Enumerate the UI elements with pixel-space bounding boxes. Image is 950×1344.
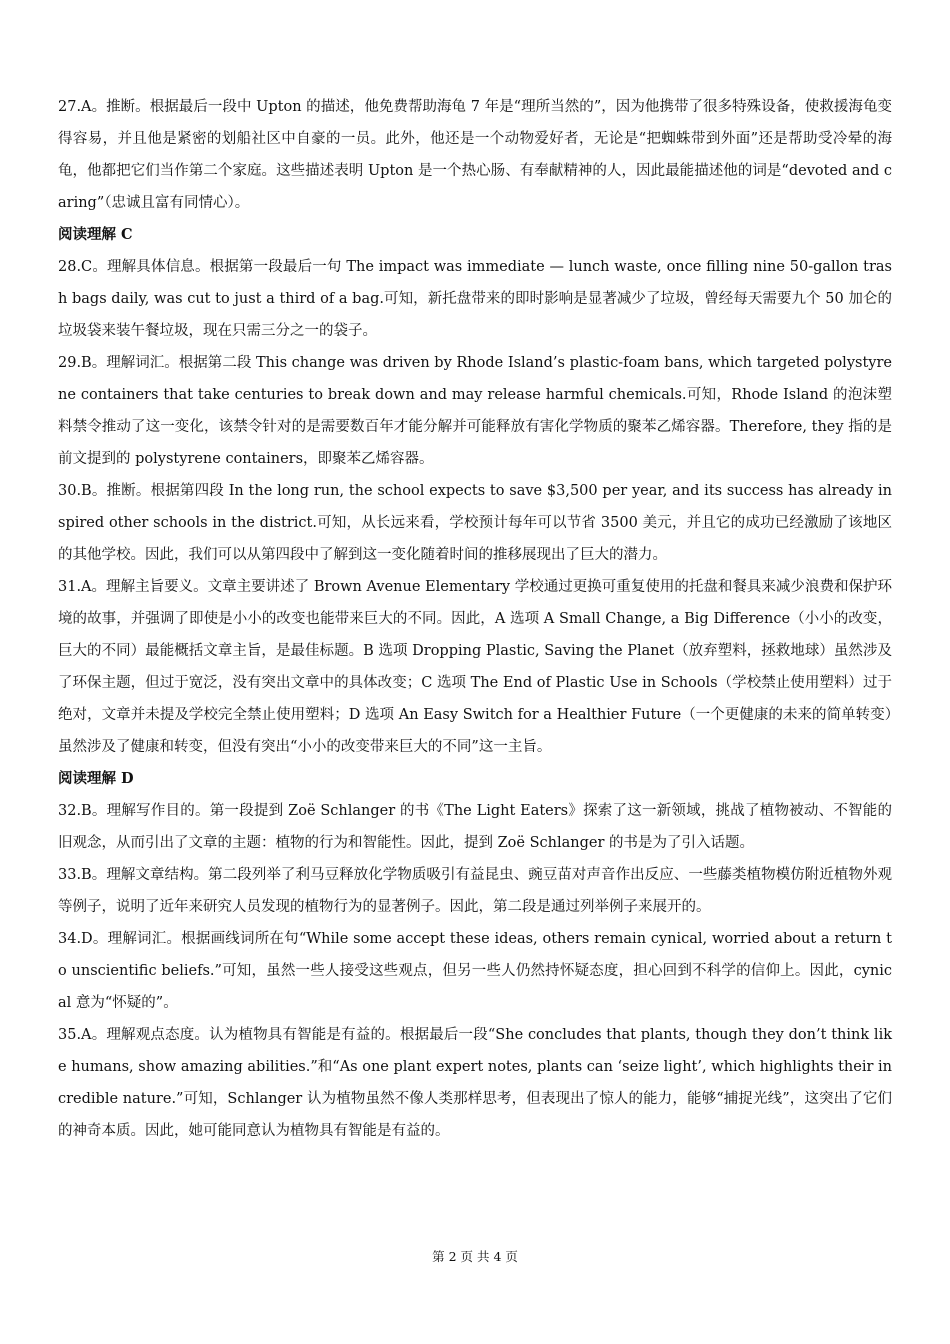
answer-30: 30.B。推断。根据第四段 In the long run, the school expects to save $3,500 per year, and its success has already inspired other schools in the district.可知，从长远来看，学校预计每年可以节省 3500 美元，并且它的成功已经激励了该地区的其他学校。因此，我们可以从第四段中了解到这一变化随着时间的推移展现出了巨大的潜力。: [58, 483, 892, 563]
answer-28: 28.C。理解具体信息。根据第一段最后一句 The impact was immediate — lunch waste, once filling nine 50-gallon trash bags daily, was cut to just a third of a bag.可知，新托盘带来的即时影响是显著减少了垃圾，曾经每天需要九个 50 加仑的垃圾袋来装午餐垃圾，现在只需三分之一的袋子。: [58, 259, 892, 339]
section-heading-c: 阅读理解 C: [58, 226, 133, 243]
answer-34: 34.D。理解词汇。根据画线词所在句“While some accept these ideas, others remain cynical, worried about a return to unscientific beliefs.”可知，虽然一些人接受这些观点，但另一些人仍然持怀疑态度，担心回到不科学的信仰上。因此，cynical 意为“怀疑的”。: [58, 931, 892, 1011]
answer-31: 31.A。理解主旨要义。文章主要讲述了 Brown Avenue Elementary 学校通过更换可重复使用的托盘和餐具来减少浪费和保护环境的故事，并强调了即使是小小的改变也能带来巨大的不同。因此，A 选项 A Small Change, a Big Difference（小小的改变，巨大的不同）最能概括文章主旨，是最佳标题。B 选项 Dropping Plastic, Saving the Planet（放弃塑料，拯救地球）虽然涉及了环保主题，但过于宽泛，没有突出文章中的具体改变；C 选项 The End of Plastic Use in Schools（学校禁止使用塑料）过于绝对，文章并未提及学校完全禁止使用塑料；D 选项 An Easy Switch for a Healthier Future（一个更健康的未来的简单转变）虽然涉及了健康和转变，但没有突出“小小的改变带来巨大的不同”这一主旨。: [58, 579, 892, 755]
answer-27: 27.A。推断。根据最后一段中 Upton 的描述，他免费帮助海龟 7 年是“理所当然的”，因为他携带了很多特殊设备，使救援海龟变得容易，并且他是紧密的划船社区中自豪的一员。此外，他还是一个动物爱好者，无论是“把蜘蛛带到外面”还是帮助受冷晕的海龟，他都把它们当作第二个家庭。这些描述表明 Upton 是一个热心肠、有奉献精神的人，因此最能描述他的词是“devoted and caring”（忠诚且富有同情心）。: [58, 99, 892, 211]
section-heading-d: 阅读理解 D: [58, 770, 134, 787]
answer-29: 29.B。理解词汇。根据第二段 This change was driven by Rhode Island’s plastic-foam bans, which targeted polystyrene containers that take centuries to break down and may release harmful chemicals.可知，Rhode Island 的泡沫塑料禁令推动了这一变化，该禁令针对的是需要数百年才能分解并可能释放有害化学物质的聚苯乙烯容器。Therefore, they 指的是前文提到的 polystyrene containers，即聚苯乙烯容器。: [58, 355, 892, 467]
answer-32: 32.B。理解写作目的。第一段提到 Zoë Schlanger 的书《The Light Eaters》探索了这一新领域，挑战了植物被动、不智能的旧观念，从而引出了文章的主题：植物的行为和智能性。因此，提到 Zoë Schlanger 的书是为了引入话题。: [58, 803, 892, 851]
answer-35: 35.A。理解观点态度。认为植物具有智能是有益的。根据最后一段“She concludes that plants, though they don’t think like humans, show amazing abilities.”和“As one plant expert notes, plants can ‘seize light’, which highlights their incredible nature.”可知，Schlanger 认为植物虽然不像人类那样思考，但表现出了惊人的能力，能够“捕捉光线”，这突出了它们的神奇本质。因此，她可能同意认为植物具有智能是有益的。: [58, 1027, 892, 1139]
page-number-footer: 第 2 页 共 4 页: [432, 1249, 518, 1264]
answer-33: 33.B。理解文章结构。第二段列举了利马豆释放化学物质吸引有益昆虫、豌豆苗对声音作出反应、一些藤类植物模仿附近植物外观等例子，说明了近年来研究人员发现的植物行为的显著例子。因此，第二段是通过列举例子来展开的。: [58, 867, 892, 915]
